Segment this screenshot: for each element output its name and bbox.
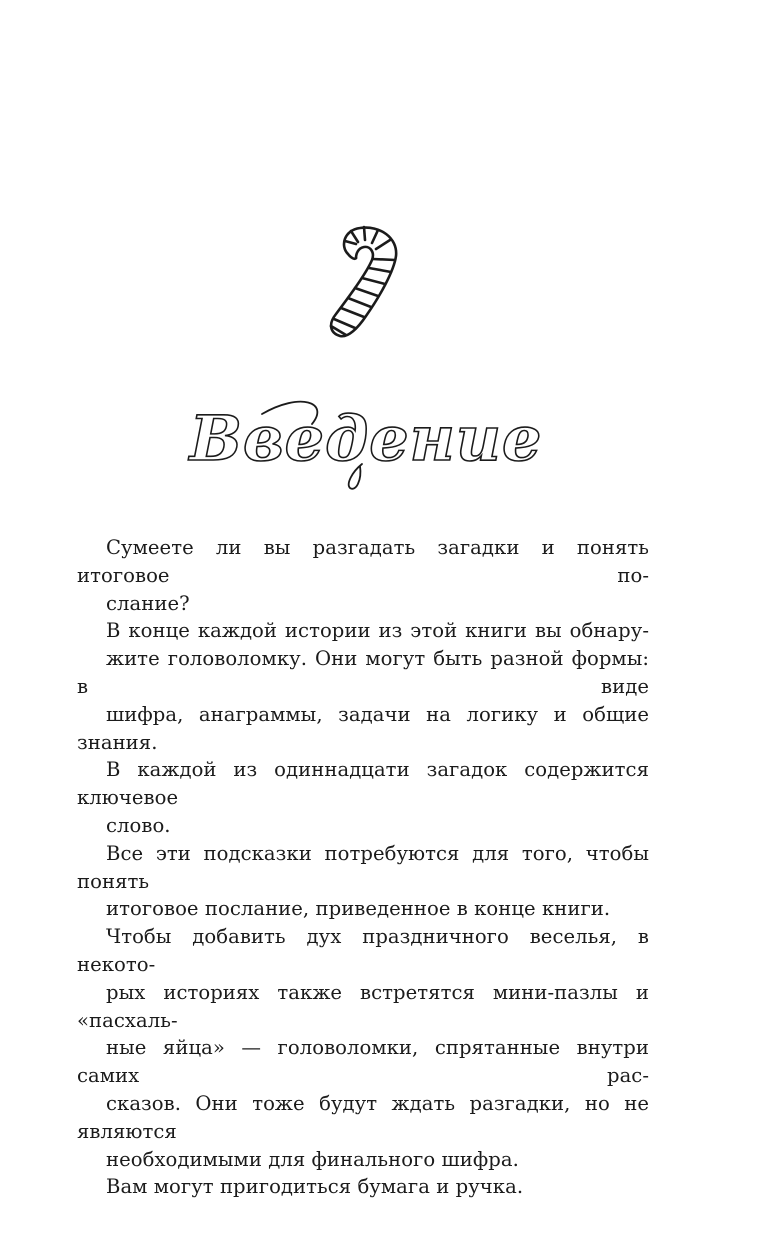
candy-cane-icon [318, 216, 410, 344]
text-line: сказов. Они тоже будут ждать разгадки, но не являются [77, 1091, 649, 1143]
chapter-title-text: Введение [189, 402, 543, 475]
paragraph-5 [77, 923, 649, 1173]
text-line: шифра, анаграммы, задачи на логику и общие знания. [77, 702, 649, 754]
text-line: необходимыми для финального шифра. [106, 1147, 519, 1171]
text-line: В конце каждой истории из этой книги вы обнару- [106, 619, 649, 643]
text-line: В каждой из одиннадцати загадок содержится ключевое [77, 758, 649, 810]
text-line: Чтобы добавить дух праздничного веселья, в некото- [77, 925, 649, 976]
text-line: итоговое послание, приведенное в конце книги. [106, 897, 611, 921]
text-line: слово. [106, 813, 171, 837]
intro-body [77, 534, 649, 1201]
text-line: слание? [106, 591, 190, 615]
text-line: Сумеете ли вы разгадать загадки и понять итоговое по- [77, 536, 649, 587]
text-line: рых историях также встретятся мини-пазлы и «пасхаль- [77, 980, 649, 1032]
text-line: Вам могут пригодиться бумага и ручка. [106, 1175, 524, 1199]
paragraph-1 [77, 534, 649, 617]
paragraph-3 [77, 756, 649, 839]
text-line: ные яйца» — головоломки, спрятанные внутри самих рас- [77, 1036, 649, 1088]
chapter-title [0, 384, 768, 504]
paragraph-4 [77, 840, 649, 923]
paragraph-2 [77, 617, 649, 756]
paragraph-6 [77, 1173, 649, 1201]
text-line: Все эти подсказки потребуются для того, чтобы понять [77, 841, 649, 893]
text-line: жите головоломку. Они могут быть разной формы: в виде [77, 647, 649, 698]
